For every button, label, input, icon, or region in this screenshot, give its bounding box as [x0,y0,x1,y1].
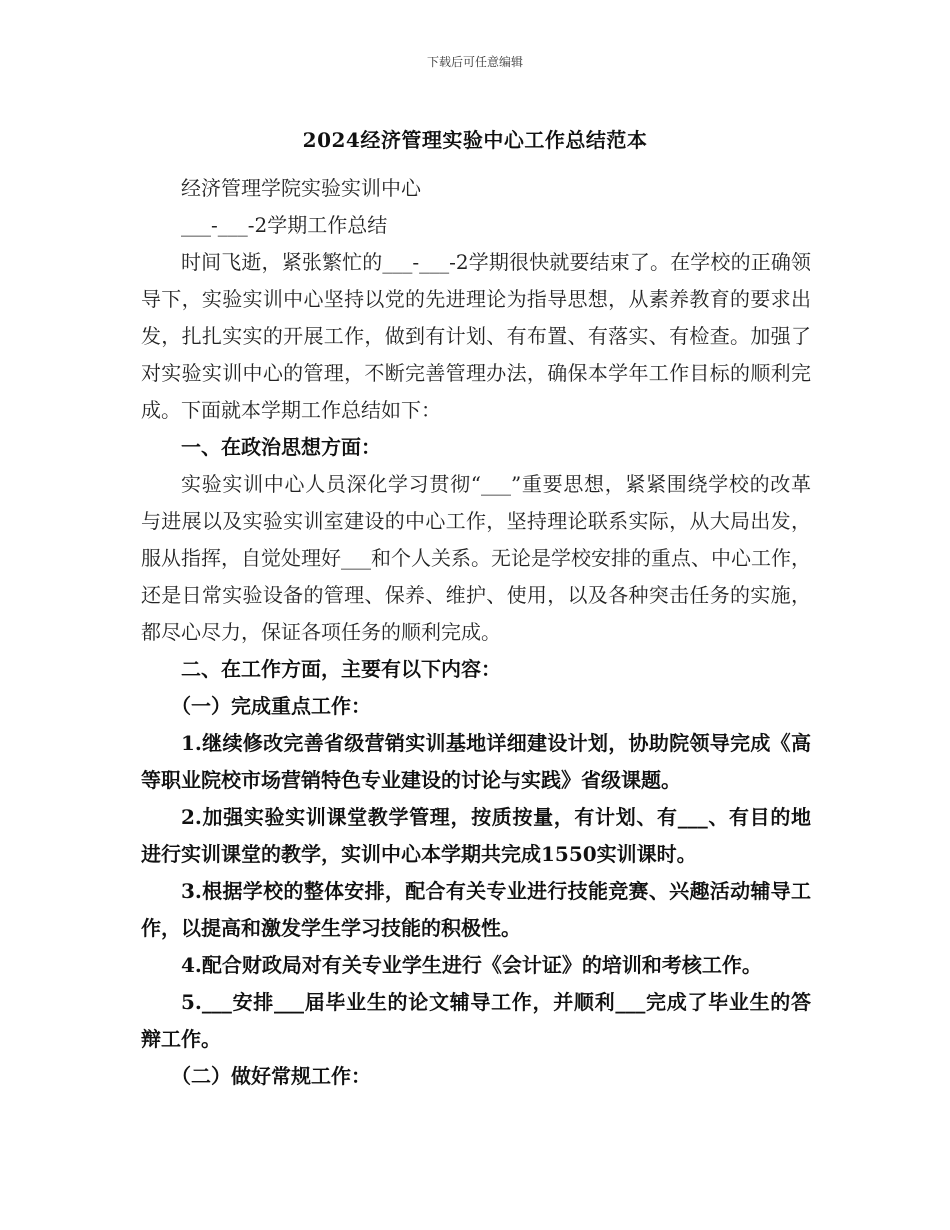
header-note: 下载后可任意编辑 [426,55,523,69]
subsection-heading-key-work: （一）完成重点工作： [171,694,371,718]
work-item-5: 5.___安排___届毕业生的论文辅导工作，并顺利___完成了毕业生的答辩工作。 [141,990,811,1051]
document-body [141,170,811,1095]
intro-paragraph: 时间飞逝，紧张繁忙的___-___-2学期很快就要结束了。在学校的正确领导下，实验实训中心坚持以党的先进理论为指导思想，从素养教育的要求出发，扎扎实实的开展工作，做到有计划、有布置、有落实、有检查。加强了对实验实训中心的管理，不断完善管理办法，确保本学年工作目标的顺利完成。下面就本学期工作总结如下： [141,250,811,422]
document-title: 2024经济管理实验中心工作总结范本 [302,128,648,152]
semester-line: ___-___-2学期工作总结 [181,213,388,237]
work-item-4: 4.配合财政局对有关专业学生进行《会计证》的培训和考核工作。 [181,953,762,977]
politics-paragraph: 实验实训中心人员深化学习贯彻“___”重要思想，紧紧围绕学校的改革与进展以及实验实训室建设的中心工作，坚持理论联系实际，从大局出发，服从指挥，自觉处理好___和个人关系。无论是学校安排的重点、中心工作，还是日常实验设备的管理、保养、维护、使用，以及各种突击任务的实施，都尽心尽力，保证各项任务的顺利完成。 [141,472,811,644]
section-heading-politics: 一、在政治思想方面： [181,435,381,459]
section-heading-work: 二、在工作方面，主要有以下内容： [181,657,501,681]
department-line: 经济管理学院实验实训中心 [181,176,421,200]
work-item-1: 1.继续修改完善省级营销实训基地详细建设计划，协助院领导完成《高等职业院校市场营销特色专业建设的讨论与实践》省级课题。 [141,731,811,792]
work-item-3: 3.根据学校的整体安排，配合有关专业进行技能竞赛、兴趣活动辅导工作，以提高和激发学生学习技能的积极性。 [141,879,811,940]
work-item-2: 2.加强实验实训课堂教学管理，按质按量，有计划、有___、有目的地进行实训课堂的教学，实训中心本学期共完成1550实训课时。 [141,805,811,866]
subsection-heading-routine-work: （二）做好常规工作： [171,1064,371,1088]
